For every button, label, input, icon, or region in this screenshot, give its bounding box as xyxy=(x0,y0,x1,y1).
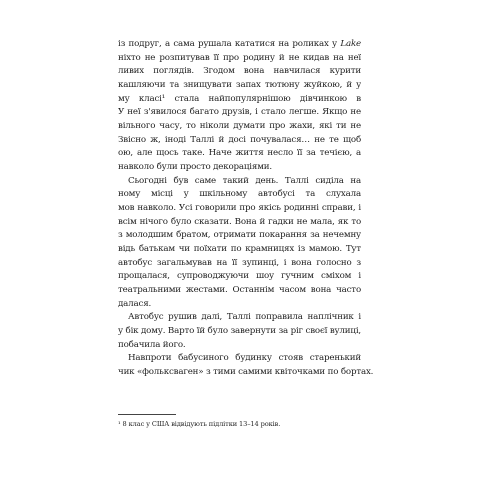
text-line-content: Автобус рушив далі, Таллі поправила наплічник і xyxy=(128,312,361,323)
text-line xyxy=(118,120,361,134)
text-line xyxy=(118,311,361,325)
footnote-divider xyxy=(118,414,176,415)
text-line-content: му класі¹ стала найпопулярнішою дівчинкою в xyxy=(118,93,361,104)
text-line xyxy=(118,284,361,298)
text-line-content: із подруг, а сама рушала кататися на роликах у xyxy=(118,39,341,49)
text-line xyxy=(118,298,361,312)
text-line xyxy=(118,270,361,284)
text-line xyxy=(118,106,361,120)
text-line xyxy=(118,93,361,107)
text-line xyxy=(118,38,361,52)
text-line xyxy=(118,257,361,271)
text-line xyxy=(118,188,361,202)
text-line-content: ніхто не розпитував її про родину й не кидав на неї xyxy=(118,52,361,63)
emphasized-text: Lake xyxy=(340,39,361,49)
text-line-content: У неї з'явилося багато друзів, і стало легше. Якщо не xyxy=(118,107,361,118)
body-text xyxy=(118,38,374,380)
text-line xyxy=(118,339,361,353)
text-line-content: Навпроти бабусиного будинку стояв старенький xyxy=(128,353,361,364)
text-line xyxy=(118,216,361,230)
text-line-content: відь батькам чи поїхати по крамницях із мамою. Тут xyxy=(118,244,361,255)
text-line-content: Сьогодні був саме такий день. Таллі сиділа на xyxy=(128,175,361,186)
text-line-content: ою, але щось таке. Наче життя несло її за течією, а xyxy=(118,148,361,159)
text-line-content: побачила його. xyxy=(118,339,186,350)
text-line xyxy=(118,79,361,93)
text-line-content: всім нічого було сказати. Вона й гадки не мала, як то xyxy=(118,216,361,227)
text-line xyxy=(118,52,361,66)
text-line-content: навколо були просто декораціями. xyxy=(118,162,272,173)
text-line-content: ливих поглядів. Згодом вона навчилася курити xyxy=(118,66,361,77)
text-line xyxy=(118,134,361,148)
text-line-content: мов навколо. Усі говорили про якісь родинні справи, і xyxy=(118,203,361,214)
text-line xyxy=(118,229,361,243)
text-line-content: кашляючи та знищувати запах тютюну жуйкою, й у xyxy=(118,80,361,91)
text-line-content: автобус загальмував на її зупинці, і вона голосно з xyxy=(118,257,361,268)
text-line xyxy=(118,175,361,189)
footnote: ¹ 8 клас у США відвідують підлітки 13–14 років. xyxy=(118,420,281,428)
text-line xyxy=(118,352,361,366)
text-line-content: чик «фольксваген» з тими самими квіточками по бортах. xyxy=(118,367,374,378)
text-line xyxy=(118,325,361,339)
text-line-content: вільного часу, то ніколи думати про жахи, які ти не xyxy=(118,121,361,132)
text-line xyxy=(118,366,374,380)
text-line-content: ному місці у шкільному автобусі та слухала xyxy=(118,189,361,200)
text-line-content: у бік дому. Варто їй було завернути за ріг своєї вулиці, xyxy=(118,326,361,337)
text-line-content: прощалася, супроводжуючи шоу гучним сміхом і xyxy=(118,271,361,282)
text-line-content: Звісно ж, іноді Таллі й досі почувалася… не те щоб xyxy=(118,134,361,145)
text-line xyxy=(118,161,361,175)
text-line-content: з молодшим братом, отримати покарання за нечемну xyxy=(118,230,361,241)
text-line xyxy=(118,147,361,161)
text-line xyxy=(118,65,361,79)
text-line xyxy=(118,202,361,216)
text-line xyxy=(118,243,361,257)
text-line-content: далася. xyxy=(118,298,152,309)
text-line-content: театральними жестами. Останнім часом вона часто xyxy=(118,285,361,296)
